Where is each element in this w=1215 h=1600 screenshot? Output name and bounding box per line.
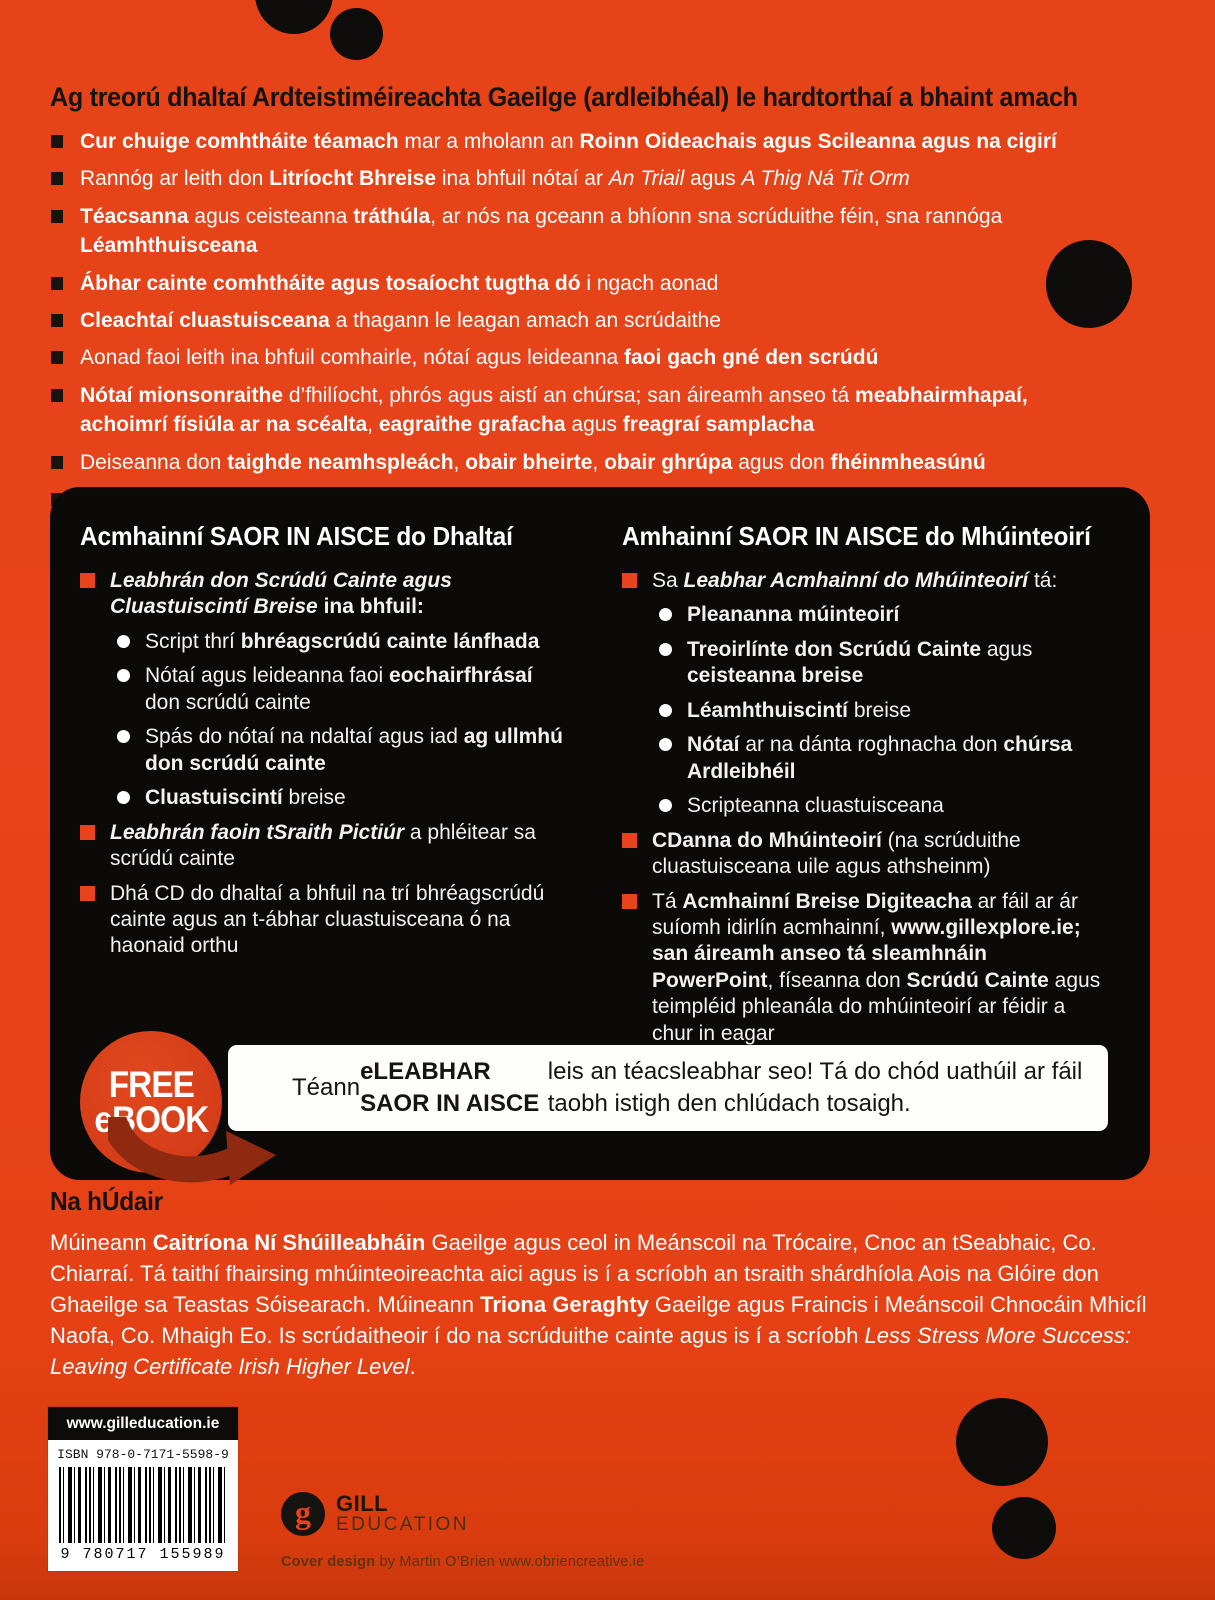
text-segment: Litríocht Bhreise xyxy=(269,167,437,191)
list-item-text xyxy=(652,828,1110,881)
square-bullet-icon xyxy=(80,825,95,840)
ebook-note xyxy=(228,1045,1108,1131)
list-item xyxy=(50,448,1172,477)
text-segment: Triona Geraghty xyxy=(480,1292,649,1318)
publisher-logo-text xyxy=(336,1492,469,1536)
feature-bullet-icon xyxy=(51,351,63,364)
dot-bullet-icon xyxy=(659,608,672,621)
feature-bullet-icon xyxy=(51,277,63,290)
feature-bullet-icon xyxy=(51,172,63,185)
text-segment: Rannóg ar leith don xyxy=(80,167,270,191)
barcode-digits: 9 780717 155989 xyxy=(60,1546,226,1563)
text-segment: Spás do nótaí na ndaltaí agus iad xyxy=(145,725,464,749)
list-item xyxy=(50,127,1172,156)
resources-panel xyxy=(50,487,1150,1180)
dot-bullet-icon xyxy=(659,704,672,717)
barcode-body xyxy=(48,1440,238,1571)
dot-bullet-icon xyxy=(117,635,130,648)
decorative-circle xyxy=(992,1497,1056,1559)
feature-bullet-icon xyxy=(51,389,63,402)
ebook-arrow-icon xyxy=(108,1117,283,1189)
text-segment: ag ullmhú don scrúdú cainte xyxy=(145,725,563,775)
text-segment: , xyxy=(453,450,466,474)
page-title: Ag treorú dhaltaí Ardteistiméireachta Gaeilge (ardleibhéal) le hardtorthaí a bhaint amach xyxy=(50,82,1078,112)
list-item xyxy=(50,381,1172,440)
text-segment: agus xyxy=(565,413,623,437)
text-segment: don scrúdú cainte xyxy=(145,690,311,714)
text-segment: a phléitear sa scrúdú cainte xyxy=(110,820,536,871)
text-segment: Scripteanna cluastuisceana xyxy=(687,794,944,818)
text-segment: tráthúla xyxy=(353,204,431,228)
list-item xyxy=(659,732,1110,785)
text-segment: Nótaí agus leideanna faoi xyxy=(145,664,390,688)
text-segment: eochairfhrásaí xyxy=(389,664,533,688)
square-bullet-icon xyxy=(622,833,637,848)
text-segment: Léamhthuiscintí xyxy=(687,698,849,722)
list-item xyxy=(622,568,1110,594)
text-segment: agus xyxy=(981,637,1033,661)
text-segment: Sa xyxy=(652,569,684,592)
list-item xyxy=(622,828,1110,881)
text-segment: ar fáil ar ár suíomh idirlín acmhainní, xyxy=(652,889,1078,939)
text-segment: Script thrí xyxy=(145,629,241,653)
text-segment: Téacsanna xyxy=(80,204,189,228)
text-segment: san áireamh anseo tá sleamhnáin PowerPoint xyxy=(652,942,987,992)
list-item-text xyxy=(652,568,1057,594)
list-item-text xyxy=(687,602,899,628)
text-segment: Cluastuiscintí xyxy=(145,786,283,810)
list-item xyxy=(80,881,568,960)
list-item xyxy=(50,202,1172,261)
text-segment: Leabhrán don Scrúdú Cainte agus Cluastuiscintí Breise xyxy=(110,569,452,619)
text-segment: Caitríona Ní Shúilleabháin xyxy=(152,1230,426,1255)
text-segment: Nótaí xyxy=(687,733,740,757)
dot-bullet-icon xyxy=(117,791,130,804)
text-segment: CDanna do Mhúinteoirí xyxy=(652,828,882,852)
text-segment: Leabhar Acmhainní do Mhúinteoirí xyxy=(683,569,1029,592)
text-segment: Gaeilge agus Fraincis i Meánscoil Chnocáin Mhicíl Naofa, Co. Mhaigh Eo. Is scrúdaitheoir í do na scrúduithe cainte agus is í a scríobh xyxy=(50,1292,1147,1349)
text-segment: tá: xyxy=(1028,569,1058,592)
list-item xyxy=(50,343,1172,372)
list-item-text xyxy=(145,663,568,716)
square-bullet-icon xyxy=(80,886,95,901)
text-segment: eLEABHAR SAOR IN AISCE xyxy=(360,1057,540,1117)
publisher-website: www.gilleducation.ie xyxy=(48,1407,238,1440)
text-segment: meabhairmhapaí, xyxy=(855,383,1028,407)
square-bullet-icon xyxy=(80,573,95,588)
list-item-text xyxy=(687,637,1110,690)
list-item-text xyxy=(687,793,944,819)
list-item xyxy=(117,785,568,811)
text-segment: Gaeilge agus ceol in Meánscoil na Trócaire, Cnoc an tSeabhaic, Co. Chiarraí. Tá taithí fhairsing mhúinteoireachta aici agus is í a scríobh an tsraith shárdhíola Aois na Glóire don Ghaeilge sa Teastas Sóisearach. Múineann xyxy=(50,1230,1099,1318)
list-item-text xyxy=(145,724,568,777)
list-item-text xyxy=(80,343,878,372)
text-segment: Acmhainní Breise Digiteacha xyxy=(682,889,972,913)
list-item xyxy=(117,724,568,777)
list-item-text xyxy=(687,698,911,724)
list-item-text xyxy=(80,202,1002,261)
students-resources-list xyxy=(80,568,568,960)
text-segment: agus ceisteanna xyxy=(188,204,354,228)
barcode-icon xyxy=(59,1467,227,1543)
text-segment: www.gillexplore.ie; xyxy=(891,915,1081,939)
text-segment: Cleachtaí cluastuisceana xyxy=(80,308,330,332)
text-segment: Less Stress More Success: Leaving Certificate Irish Higher Level xyxy=(50,1323,1131,1380)
text-segment: Nótaí mionsonraithe xyxy=(80,383,284,407)
list-item xyxy=(80,820,568,873)
text-segment: taighde neamhspleách xyxy=(227,450,454,474)
list-item xyxy=(117,629,568,655)
free-ebook-badge-line1: FREE xyxy=(108,1063,194,1105)
feature-bullet-icon xyxy=(51,210,63,223)
text-segment: A Thig Ná Tit Orm xyxy=(741,167,910,191)
text-segment: Tá xyxy=(652,889,683,913)
feature-bullet-icon xyxy=(51,314,63,327)
list-item-text xyxy=(652,889,1110,1048)
isbn-label: ISBN 978-0-7171-5598-9 xyxy=(57,1447,229,1462)
list-item-text xyxy=(110,820,568,873)
text-segment: i ngach aonad xyxy=(580,271,719,295)
text-segment: freagraí samplacha xyxy=(622,413,815,437)
list-item-text xyxy=(687,732,1110,785)
text-segment: ina bhfuil nótaí ar xyxy=(436,167,609,191)
text-segment: , xyxy=(592,450,605,474)
free-ebook-badge-line2: eBOOK xyxy=(94,1099,208,1140)
text-segment: Treoirlínte don Scrúdú Cainte xyxy=(687,637,982,661)
text-segment: d’fhilíocht, phrós agus aistí an chúrsa; san áireamh anseo tá xyxy=(283,383,856,407)
text-segment: breise xyxy=(282,786,346,810)
text-segment: faoi gach gné den scrúdú xyxy=(624,346,879,370)
gill-logo-icon: g xyxy=(281,1492,325,1536)
text-segment: ar na dánta roghnacha don xyxy=(739,733,1004,757)
publisher-logo xyxy=(281,1492,469,1536)
list-item xyxy=(117,663,568,716)
list-item-text xyxy=(80,164,910,193)
text-segment: Deiseanna don xyxy=(80,450,228,474)
text-segment: . xyxy=(409,1354,416,1380)
cover-design-credit xyxy=(281,1554,644,1570)
text-segment: fhéinmheasúnú xyxy=(830,450,986,474)
students-resources-column xyxy=(80,521,568,1055)
text-segment: obair bheirte xyxy=(465,450,593,474)
text-segment: obair ghrúpa xyxy=(604,450,733,474)
text-segment: Pleananna múinteoirí xyxy=(687,603,900,627)
text-segment: breise xyxy=(848,698,912,722)
dot-bullet-icon xyxy=(659,799,672,812)
text-segment: achoimrí físiúla ar na scéalta xyxy=(80,413,368,437)
feature-bullet-icon xyxy=(51,456,63,469)
feature-list xyxy=(50,127,1172,522)
text-segment: eagraithe grafacha xyxy=(378,413,566,437)
list-item-text xyxy=(110,881,568,960)
text-segment: , físeanna don xyxy=(767,968,907,992)
publisher-name: GILL xyxy=(336,1491,389,1516)
text-segment: agus xyxy=(684,167,742,191)
teachers-resources-column xyxy=(622,521,1110,1055)
authors-paragraph xyxy=(50,1227,1172,1382)
text-segment: agus don xyxy=(732,450,831,474)
students-column-heading: Acmhainní SAOR IN AISCE do Dhaltaí xyxy=(80,521,513,551)
list-item-text xyxy=(80,448,986,477)
teachers-column-heading: Amhainní SAOR IN AISCE do Mhúinteoirí xyxy=(622,521,1091,551)
list-item-text xyxy=(145,785,346,811)
panel-columns xyxy=(80,521,1110,1055)
list-item xyxy=(50,269,1172,298)
list-item-text xyxy=(80,127,1057,156)
text-segment: Ábhar cainte comhtháite agus tosaíocht tugtha dó xyxy=(80,271,581,295)
text-segment: (na scrúduithe cluastuisceana uile agus athsheinm) xyxy=(652,828,1021,879)
text-segment: agus teimpléid phleanála do mhúinteoirí ar féidir a chur in eagar xyxy=(652,968,1101,1045)
dot-bullet-icon xyxy=(117,669,130,682)
text-segment: ina bhfuil: xyxy=(323,595,424,619)
list-item-text xyxy=(80,269,718,298)
list-item xyxy=(659,637,1110,690)
authors-heading: Na hÚdair xyxy=(50,1186,163,1216)
list-item-text xyxy=(80,306,721,335)
square-bullet-icon xyxy=(622,894,637,909)
text-segment: An Triail xyxy=(608,167,685,191)
feature-bullet-icon xyxy=(51,135,63,148)
text-segment: , ar nós na gceann a bhíonn sna scrúduithe féin, sna rannóga xyxy=(430,204,1003,228)
text-segment: Téann xyxy=(292,1073,361,1101)
text-segment: Cur chuige comhtháite téamach xyxy=(80,130,399,153)
text-segment: Roinn Oideachais agus Scileanna agus na cigirí xyxy=(579,130,1057,153)
text-segment: ceisteanna breise xyxy=(687,664,864,688)
publisher-division: EDUCATION xyxy=(336,1514,469,1536)
list-item xyxy=(80,568,568,621)
text-segment: bhréagscrúdú cainte lánfhada xyxy=(240,629,540,653)
list-item xyxy=(659,602,1110,628)
list-item xyxy=(50,306,1172,335)
text-segment: Múineann xyxy=(50,1230,153,1255)
list-item xyxy=(622,889,1110,1048)
list-item-text xyxy=(80,381,1028,440)
list-item xyxy=(659,793,1110,819)
text-segment: Dhá CD do dhaltaí a bhfuil na trí bhréagscrúdú cainte agus an t-ábhar cluastuisceana ó na haonaid orthu xyxy=(110,881,545,958)
text-segment: , xyxy=(367,413,379,437)
list-item xyxy=(659,698,1110,724)
square-bullet-icon xyxy=(622,573,637,588)
text-segment: leis an téacsleabhar seo! Tá do chód uathúil ar fáil taobh istigh den chlúdach tosaigh. xyxy=(547,1057,1083,1117)
list-item-text xyxy=(145,629,539,655)
list-item xyxy=(50,164,1172,193)
text-segment: Leabhrán faoin tSraith Pictiúr xyxy=(110,820,405,844)
text-segment: by Martin O’Brien www.obriencreative.ie xyxy=(375,1554,645,1570)
barcode-block xyxy=(48,1407,238,1571)
decorative-circle xyxy=(956,1398,1048,1486)
text-segment: a thagann le leagan amach an scrúdaithe xyxy=(329,308,721,332)
decorative-circle xyxy=(330,8,383,60)
text-segment: Scrúdú Cainte xyxy=(906,968,1049,992)
decorative-circle xyxy=(255,0,333,34)
text-segment: mar a mholann an xyxy=(398,130,580,153)
text-segment: Cover design xyxy=(281,1554,376,1570)
teachers-resources-list xyxy=(622,568,1110,1047)
dot-bullet-icon xyxy=(659,643,672,656)
dot-bullet-icon xyxy=(659,738,672,751)
dot-bullet-icon xyxy=(117,730,130,743)
text-segment: Aonad faoi leith ina bhfuil comhairle, nótaí agus leideanna xyxy=(80,346,625,370)
list-item-text xyxy=(110,568,568,621)
text-segment: Léamhthuisceana xyxy=(80,234,258,258)
text-segment: chúrsa Ardleibhéil xyxy=(687,733,1073,783)
